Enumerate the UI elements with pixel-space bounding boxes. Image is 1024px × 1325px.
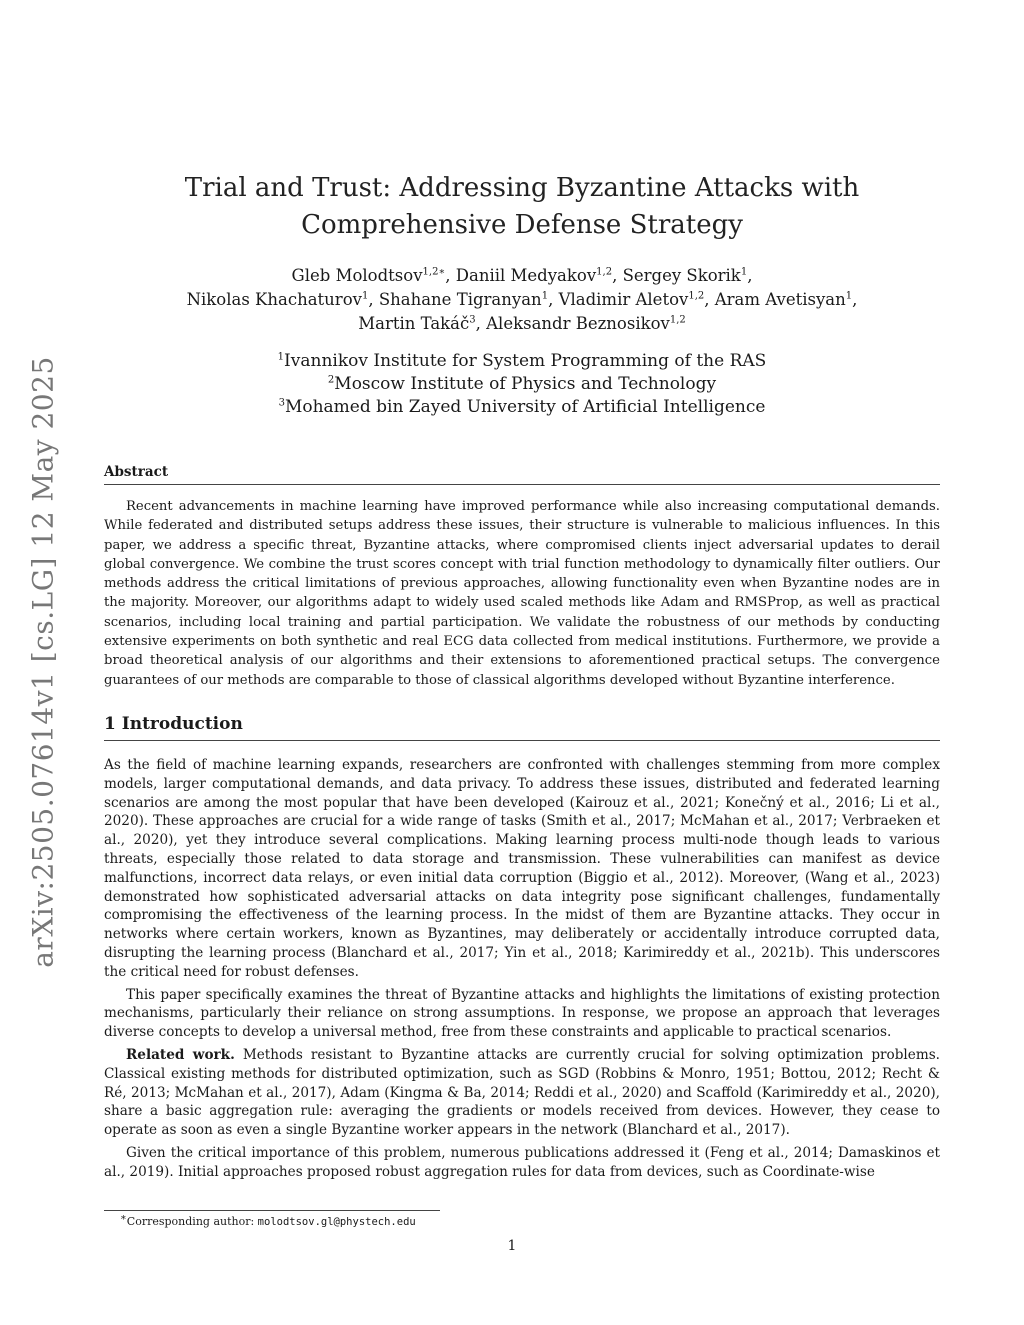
author-line-3: Martin Takáč$^3$, Aleksandr Beznosikov$^{1,2}$ bbox=[358, 314, 686, 333]
section-title: Introduction bbox=[121, 714, 243, 734]
author-name: Shahane Tigranyan bbox=[378, 290, 542, 309]
author-list bbox=[104, 264, 940, 336]
footnote-divider bbox=[104, 1210, 440, 1211]
author-name: Aram Avetisyan bbox=[714, 290, 846, 309]
author-name: Martin Takáč bbox=[358, 314, 470, 333]
author-affiliation-marker: 1,2 bbox=[688, 290, 705, 302]
related-work-paragraph: Related work. Methods resistant to Byzantine attacks are currently crucial for solving optimization problems. Classical existing methods for distributed optimization, such as SGD (Robbins & Monro, 1951; Bottou, 2012; Recht & Ré, 2013; McMahan et al., 2017), Adam (Kingma & Ba, 2014; Reddi et al., 2020) and Scaffold (Karimireddy et al., 2020), share a basic aggregation rule: averaging the gradients or models received from devices. However, they cease to operate as soon as even a single Byzantine worker appears in the network (Blanchard et al., 2017). bbox=[104, 1046, 941, 1139]
paragraph: As the field of machine learning expands, researchers are confronted with challenges stemming from more complex models, larger computational demands, and data privacy. To address these issues, distributed and federated learning scenarios are among the most popular that have been developed (Kairouz et al., 2021; Konečný et al., 2016; Li et al., 2020). These approaches are crucial for a wide range of tasks (Smith et al., 2017; McMahan et al., 2017; Verbraeken et al., 2020), yet they introduce several complications. Making learning process multi-node though leads to various threats, especially those related to data storage and transmission. These vulnerabilities can manifest as device malfunctions, incorrect data relays, or even initial data corruption (Biggio et al., 2012). Moreover, (Wang et al., 2023) demonstrated how sophisticated adversarial attacks on data integrity pose significant challenges, fundamentally compromising the effectiveness of the learning process. In the midst of them are Byzantine attacks. They occur in networks where certain workers, known as Byzantines, may deliberately or accidentally introduce corrupted data, disrupting the learning process (Blanchard et al., 2017; Yin et al., 2018; Karimireddy et al., 2021b). This underscores the critical need for robust defenses. bbox=[104, 757, 940, 980]
affiliation-list bbox=[104, 350, 940, 419]
paragraph: This paper specifically examines the threat of Byzantine attacks and highlights the limitations of existing protection mechanisms, particularly their reliance on strong assumptions. In response, we propose an approach that leverages diverse concepts to develop a universal method, free from these constraints and applicable to practical scenarios. bbox=[104, 986, 940, 1041]
run-in-heading: Related work. bbox=[126, 1046, 235, 1063]
paragraph: Given the critical importance of this problem, numerous publications addressed it (Feng et al., 2014; Damaskinos et al., 2019). Initial approaches proposed robust aggregation rules for data from devices, such as Coordinate-wise bbox=[104, 1144, 940, 1180]
author-affiliation-marker: 1 bbox=[740, 266, 748, 278]
title-line-2: Comprehensive Defense Strategy bbox=[301, 210, 743, 240]
footnote: ∗Corresponding author: molodtsov.gl@phystech.edu bbox=[120, 1212, 416, 1228]
page-number: 1 bbox=[507, 1238, 517, 1254]
author-line-1: Gleb Molodtsov$^{1,2∗}$, Daniil Medyakov$^{1,2}$, Sergey Skorik$^1$, bbox=[291, 266, 753, 285]
author-name: Gleb Molodtsov bbox=[291, 266, 423, 285]
author-affiliation-marker: 3 bbox=[469, 314, 476, 326]
affiliation-item: $^1$Ivannikov Institute for System Programming of the RAS bbox=[277, 351, 767, 371]
section-divider bbox=[104, 740, 940, 741]
corresponding-author-marker: ∗ bbox=[438, 266, 446, 278]
abstract-divider bbox=[104, 484, 940, 485]
author-line-2: Nikolas Khachaturov$^1$, Shahane Tigranyan$^1$, Vladimir Aletov$^{1,2}$, Aram Avetisyan$^1$, bbox=[186, 290, 858, 309]
abstract-heading: Abstract bbox=[104, 464, 169, 480]
abstract-text: Recent advancements in machine learning have improved performance while also increasing computational demands. While federated and distributed setups address these issues, their structure is vulnerable to malicious influences. In this paper, we address a specific threat, Byzantine attacks, where compromised clients inject adversarial updates to derail global convergence. We combine the trust scores concept with trial function methodology to dynamically filter outliers. Our methods address the critical limitations of previous approaches, allowing functionality even when Byzantine nodes are in the majority. Moreover, our algorithms adapt to widely used scaled methods like Adam and RMSProp, as well as practical scenarios, including local training and partial participation. We validate the robustness of our methods by conducting extensive experiments on both synthetic and real ECG data collected from medical institutions. Furthermore, we provide a broad theoretical analysis of our algorithms and their extensions to aforementioned practical setups. The convergence guarantees of our methods are comparable to those of classical algorithms developed without Byzantine interference. bbox=[104, 499, 940, 688]
introduction-body bbox=[104, 756, 940, 1186]
footnote-label: Corresponding author: bbox=[126, 1215, 258, 1228]
section-number: 1 bbox=[104, 714, 116, 734]
author-affiliation-marker: 1 bbox=[541, 290, 549, 302]
author-name: Aleksandr Beznosikov bbox=[486, 314, 670, 333]
corresponding-email: molodtsov.gl@phystech.edu bbox=[257, 1216, 416, 1228]
author-name: Vladimir Aletov bbox=[558, 290, 689, 309]
author-affiliation-marker: 1,2 bbox=[422, 266, 439, 278]
affiliation-item: $^3$Mohamed bin Zayed University of Artificial Intelligence bbox=[278, 397, 766, 417]
title-line-1: Trial and Trust: Addressing Byzantine Attacks with bbox=[184, 173, 860, 203]
author-affiliation-marker: 1,2 bbox=[596, 266, 613, 278]
author-affiliation-marker: 1 bbox=[845, 290, 853, 302]
author-name: Nikolas Khachaturov bbox=[186, 290, 362, 309]
author-affiliation-marker: 1,2 bbox=[669, 314, 686, 326]
paper-title bbox=[104, 170, 940, 244]
author-name: Sergey Skorik bbox=[622, 266, 741, 285]
author-affiliation-marker: 1 bbox=[361, 290, 369, 302]
arxiv-identifier-stamp: arXiv:2505.07614v1 [cs.LG] 12 May 2025 bbox=[26, 356, 60, 968]
affiliation-item: $^2$Moscow Institute of Physics and Technology bbox=[327, 374, 717, 394]
author-name: Daniil Medyakov bbox=[455, 266, 597, 285]
section-heading bbox=[104, 714, 243, 734]
